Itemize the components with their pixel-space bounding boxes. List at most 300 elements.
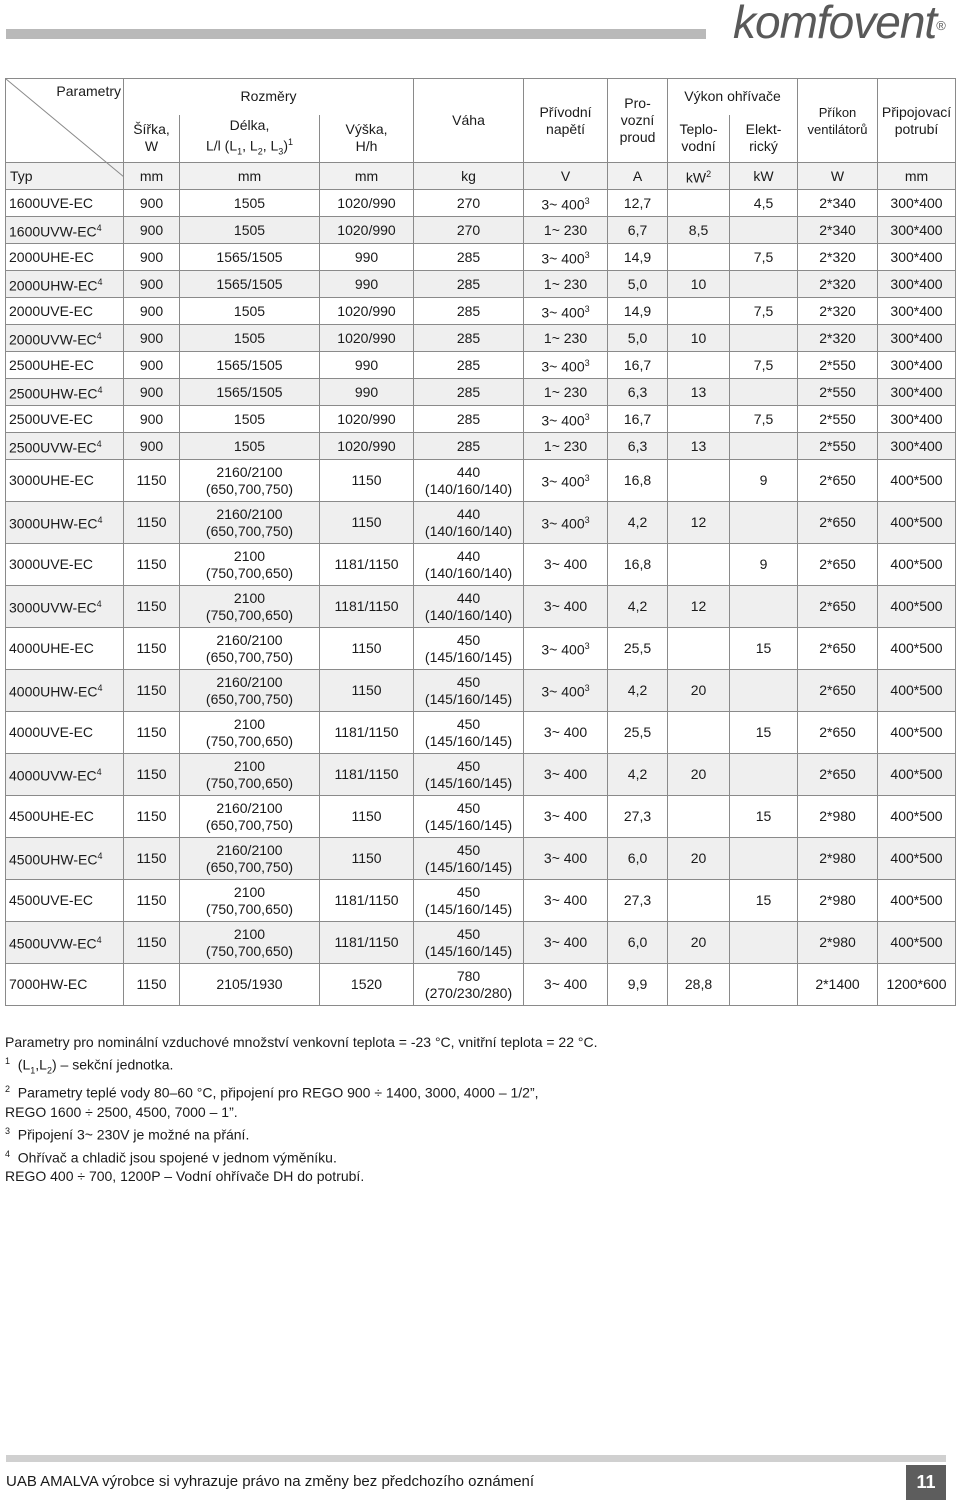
current-cell: 4,2	[608, 754, 668, 796]
water-heater-cell: 8,5	[668, 217, 730, 244]
weight-cell: 285	[414, 406, 524, 433]
duct-cell: 300*400	[878, 325, 956, 352]
electric-heater-cell	[730, 502, 798, 544]
vyska-header: Výška, H/h	[320, 115, 414, 163]
voltage-cell: 3~ 400	[524, 964, 608, 1006]
length-cell: 2160/2100 (650,700,750)	[180, 502, 320, 544]
height-cell: 1150	[320, 838, 414, 880]
type-cell: 2500UVE-EC	[6, 406, 124, 433]
table-row	[6, 754, 956, 796]
water-heater-cell: 20	[668, 838, 730, 880]
duct-cell: 300*400	[878, 352, 956, 379]
current-cell: 5,0	[608, 271, 668, 298]
fan-power-cell: 2*650	[798, 544, 878, 586]
electric-heater-cell: 7,5	[730, 298, 798, 325]
sirka-header: Šířka, W	[124, 115, 180, 163]
duct-cell: 400*500	[878, 712, 956, 754]
type-cell: 1600UVE-EC	[6, 190, 124, 217]
fan-power-cell: 2*650	[798, 586, 878, 628]
water-heater-cell: 13	[668, 379, 730, 406]
water-heater-cell	[668, 880, 730, 922]
voltage-cell: 3~ 400	[524, 880, 608, 922]
electric-heater-cell	[730, 922, 798, 964]
voltage-cell: 3~ 400	[524, 796, 608, 838]
voltage-cell: 1~ 230	[524, 271, 608, 298]
fan-power-cell: 2*320	[798, 244, 878, 271]
electric-heater-cell: 9	[730, 460, 798, 502]
electric-heater-cell: 15	[730, 712, 798, 754]
units-row	[6, 163, 956, 190]
weight-cell: 450 (145/160/145)	[414, 880, 524, 922]
width-cell: 1150	[124, 964, 180, 1006]
vaha-header: Váha	[414, 79, 524, 163]
water-heater-cell	[668, 460, 730, 502]
length-cell: 2160/2100 (650,700,750)	[180, 838, 320, 880]
weight-cell: 450 (145/160/145)	[414, 922, 524, 964]
duct-cell: 400*500	[878, 670, 956, 712]
table-row	[6, 796, 956, 838]
weight-cell: 285	[414, 298, 524, 325]
length-cell: 1505	[180, 217, 320, 244]
table-row	[6, 838, 956, 880]
electric-heater-cell	[730, 838, 798, 880]
height-cell: 1020/990	[320, 433, 414, 460]
water-heater-cell	[668, 190, 730, 217]
duct-cell: 300*400	[878, 406, 956, 433]
height-cell: 990	[320, 271, 414, 298]
voltage-cell: 3~ $400^3$	[524, 244, 608, 271]
unit-cell: A	[608, 163, 668, 190]
weight-cell: 270	[414, 190, 524, 217]
width-cell: 900	[124, 352, 180, 379]
note-3: $^3$ Připojení 3~ 230V je možné na přání.	[5, 1126, 250, 1143]
height-cell: 1181/1150	[320, 586, 414, 628]
duct-cell: 300*400	[878, 244, 956, 271]
current-cell: 9,9	[608, 964, 668, 1006]
table-row	[6, 628, 956, 670]
electric-heater-cell: 7,5	[730, 406, 798, 433]
length-cell: 2100 (750,700,650)	[180, 922, 320, 964]
note-2b: REGO 1600 ÷ 2500, 4500, 7000 – 1”.	[5, 1104, 238, 1121]
length-cell: 2160/2100 (650,700,750)	[180, 796, 320, 838]
height-cell: 1020/990	[320, 217, 414, 244]
width-cell: 900	[124, 271, 180, 298]
type-cell: 2000UHE-EC	[6, 244, 124, 271]
fan-power-cell: 2*650	[798, 754, 878, 796]
voltage-cell: 3~ $400^3$	[524, 406, 608, 433]
width-cell: 1150	[124, 838, 180, 880]
voltage-cell: 1~ 230	[524, 433, 608, 460]
type-cell: $4000UVW-EC^4$	[6, 754, 124, 796]
duct-cell: 400*500	[878, 460, 956, 502]
fan-power-cell: 2*340	[798, 217, 878, 244]
weight-cell: 450 (145/160/145)	[414, 838, 524, 880]
typ-label: Typ	[6, 163, 124, 190]
weight-cell: 270	[414, 217, 524, 244]
electric-heater-cell: 7,5	[730, 244, 798, 271]
duct-cell: 300*400	[878, 271, 956, 298]
fan-power-cell: 2*550	[798, 379, 878, 406]
height-cell: 1150	[320, 502, 414, 544]
proud-header: Pro- vozní proud	[608, 79, 668, 163]
length-cell: 2100 (750,700,650)	[180, 754, 320, 796]
table-row	[6, 217, 956, 244]
width-cell: 1150	[124, 754, 180, 796]
fan-power-cell: 2*550	[798, 406, 878, 433]
unit-cell: mm	[878, 163, 956, 190]
height-cell: 1020/990	[320, 298, 414, 325]
water-heater-cell	[668, 406, 730, 433]
type-cell: 4000UHE-EC	[6, 628, 124, 670]
width-cell: 900	[124, 298, 180, 325]
electric-heater-cell: 15	[730, 628, 798, 670]
note-5: REGO 400 ÷ 700, 1200P – Vodní ohřívače DH do potrubí.	[5, 1168, 365, 1185]
table-row	[6, 502, 956, 544]
voltage-cell: 1~ 230	[524, 379, 608, 406]
length-cell: 1505	[180, 325, 320, 352]
fan-power-cell: 2*320	[798, 325, 878, 352]
type-cell: 3000UVE-EC	[6, 544, 124, 586]
water-heater-cell	[668, 712, 730, 754]
voltage-cell: 3~ $400^3$	[524, 670, 608, 712]
table-row	[6, 586, 956, 628]
water-heater-cell: 20	[668, 754, 730, 796]
width-cell: 1150	[124, 586, 180, 628]
electric-heater-cell	[730, 379, 798, 406]
type-cell: 4000UVE-EC	[6, 712, 124, 754]
current-cell: 6,0	[608, 838, 668, 880]
duct-cell: 400*500	[878, 502, 956, 544]
current-cell: 25,5	[608, 712, 668, 754]
table-row	[6, 352, 956, 379]
duct-cell: 300*400	[878, 379, 956, 406]
height-cell: 1181/1150	[320, 712, 414, 754]
height-cell: 1181/1150	[320, 754, 414, 796]
current-cell: 27,3	[608, 880, 668, 922]
height-cell: 1520	[320, 964, 414, 1006]
type-cell: $2500UVW-EC^4$	[6, 433, 124, 460]
weight-cell: 440 (140/160/140)	[414, 544, 524, 586]
type-cell: 7000HW-EC	[6, 964, 124, 1006]
height-cell: 1150	[320, 628, 414, 670]
weight-cell: 285	[414, 244, 524, 271]
fan-power-cell: 2*320	[798, 271, 878, 298]
length-cell: 1565/1505	[180, 244, 320, 271]
height-cell: 1020/990	[320, 406, 414, 433]
weight-cell: 450 (145/160/145)	[414, 670, 524, 712]
width-cell: 900	[124, 406, 180, 433]
type-cell: $3000UHW-EC^4$	[6, 502, 124, 544]
water-heater-cell: 28,8	[668, 964, 730, 1006]
table-row	[6, 964, 956, 1006]
type-cell: $2000UHW-EC^4$	[6, 271, 124, 298]
unit-cell: mm	[320, 163, 414, 190]
type-cell: $4500UHW-EC^4$	[6, 838, 124, 880]
fan-power-cell: 2*340	[798, 190, 878, 217]
fan-power-cell: 2*980	[798, 880, 878, 922]
electric-heater-cell	[730, 271, 798, 298]
delka-header: Délka, L/l ($L_1$, $L_2$, $L_3)^1$	[180, 115, 320, 163]
width-cell: 900	[124, 244, 180, 271]
type-cell: $4500UVW-EC^4$	[6, 922, 124, 964]
voltage-cell: 3~ $400^3$	[524, 298, 608, 325]
length-cell: 2160/2100 (650,700,750)	[180, 670, 320, 712]
water-heater-cell: 12	[668, 586, 730, 628]
top-rule	[6, 29, 706, 39]
duct-cell: 300*400	[878, 217, 956, 244]
fan-power-cell: 2*550	[798, 352, 878, 379]
water-heater-cell: 20	[668, 670, 730, 712]
current-cell: 14,9	[608, 244, 668, 271]
electric-heater-cell	[730, 964, 798, 1006]
type-cell: 4500UVE-EC	[6, 880, 124, 922]
length-cell: 1565/1505	[180, 352, 320, 379]
duct-cell: 1200*600	[878, 964, 956, 1006]
table-row	[6, 379, 956, 406]
weight-cell: 450 (145/160/145)	[414, 712, 524, 754]
water-heater-cell	[668, 796, 730, 838]
electric-heater-cell: 4,5	[730, 190, 798, 217]
unit-cell: mm	[180, 163, 320, 190]
unit-cell: mm	[124, 163, 180, 190]
electric-heater-cell: 15	[730, 880, 798, 922]
current-cell: 4,2	[608, 502, 668, 544]
unit-cell: V	[524, 163, 608, 190]
teplovodni-header: Teplo- vodní	[668, 115, 730, 163]
type-cell: 2500UHE-EC	[6, 352, 124, 379]
current-cell: 16,8	[608, 460, 668, 502]
weight-cell: 450 (145/160/145)	[414, 628, 524, 670]
current-cell: 4,2	[608, 586, 668, 628]
water-heater-cell: 20	[668, 922, 730, 964]
voltage-cell: 3~ 400	[524, 586, 608, 628]
voltage-cell: 3~ $400^3$	[524, 190, 608, 217]
fan-power-cell: 2*650	[798, 712, 878, 754]
electric-heater-cell	[730, 217, 798, 244]
water-heater-cell: 10	[668, 325, 730, 352]
table-row	[6, 670, 956, 712]
corner-cell	[6, 79, 124, 163]
length-cell: 1565/1505	[180, 271, 320, 298]
voltage-cell: 3~ 400	[524, 544, 608, 586]
voltage-cell: 3~ 400	[524, 922, 608, 964]
fan-power-cell: 2*980	[798, 838, 878, 880]
length-cell: 1565/1505	[180, 379, 320, 406]
height-cell: 990	[320, 352, 414, 379]
height-cell: 1150	[320, 796, 414, 838]
length-cell: 2100 (750,700,650)	[180, 544, 320, 586]
current-cell: 5,0	[608, 325, 668, 352]
voltage-cell: 1~ 230	[524, 325, 608, 352]
weight-cell: 440 (140/160/140)	[414, 460, 524, 502]
width-cell: 1150	[124, 628, 180, 670]
width-cell: 900	[124, 190, 180, 217]
height-cell: 1150	[320, 460, 414, 502]
fan-power-cell: 2*980	[798, 796, 878, 838]
length-cell: 2100 (750,700,650)	[180, 712, 320, 754]
table-row	[6, 244, 956, 271]
voltage-cell: 1~ 230	[524, 217, 608, 244]
height-cell: 990	[320, 244, 414, 271]
water-heater-cell: 13	[668, 433, 730, 460]
voltage-cell: 3~ 400	[524, 754, 608, 796]
water-heater-cell: 10	[668, 271, 730, 298]
width-cell: 1150	[124, 796, 180, 838]
fan-power-cell: 2*650	[798, 628, 878, 670]
duct-cell: 400*500	[878, 880, 956, 922]
table-row	[6, 406, 956, 433]
spec-table	[5, 78, 956, 1006]
voltage-cell: 3~ $400^3$	[524, 628, 608, 670]
weight-cell: 285	[414, 379, 524, 406]
type-cell: $3000UVW-EC^4$	[6, 586, 124, 628]
fan-power-cell: 2*550	[798, 433, 878, 460]
current-cell: 16,7	[608, 406, 668, 433]
water-heater-cell	[668, 352, 730, 379]
weight-cell: 285	[414, 325, 524, 352]
table-row	[6, 712, 956, 754]
electric-heater-cell: 7,5	[730, 352, 798, 379]
voltage-cell: 3~ 400	[524, 712, 608, 754]
electric-heater-cell	[730, 325, 798, 352]
height-cell: 1181/1150	[320, 880, 414, 922]
electric-heater-cell	[730, 433, 798, 460]
duct-cell: 400*500	[878, 628, 956, 670]
parametry-label: Parametry	[56, 83, 121, 99]
vykon-header: Výkon ohřívače	[668, 79, 798, 115]
unit-cell: kW	[730, 163, 798, 190]
unit-cell: kg	[414, 163, 524, 190]
width-cell: 1150	[124, 880, 180, 922]
length-cell: 1505	[180, 190, 320, 217]
duct-cell: 400*500	[878, 754, 956, 796]
weight-cell: 440 (140/160/140)	[414, 586, 524, 628]
unit-cell: W	[798, 163, 878, 190]
fan-power-cell: 2*650	[798, 502, 878, 544]
length-cell: 1505	[180, 406, 320, 433]
weight-cell: 285	[414, 433, 524, 460]
type-cell: 4500UHE-EC	[6, 796, 124, 838]
length-cell: 1505	[180, 433, 320, 460]
type-cell: $2500UHW-EC^4$	[6, 379, 124, 406]
table-row	[6, 922, 956, 964]
footer-text: UAB AMALVA výrobce si vyhrazuje právo na změny bez předchozího oznámení	[6, 1473, 535, 1490]
height-cell: 1020/990	[320, 190, 414, 217]
width-cell: 1150	[124, 502, 180, 544]
water-heater-cell	[668, 544, 730, 586]
current-cell: 6,7	[608, 217, 668, 244]
electric-heater-cell: 15	[730, 796, 798, 838]
rozmery-header: Rozměry	[124, 79, 414, 115]
height-cell: 1150	[320, 670, 414, 712]
elektricky-header: Elekt- rický	[730, 115, 798, 163]
width-cell: 900	[124, 325, 180, 352]
table-row	[6, 190, 956, 217]
width-cell: 900	[124, 217, 180, 244]
fan-power-cell: 2*1400	[798, 964, 878, 1006]
duct-cell: 300*400	[878, 298, 956, 325]
electric-heater-cell	[730, 586, 798, 628]
current-cell: 12,7	[608, 190, 668, 217]
height-cell: 1020/990	[320, 325, 414, 352]
height-cell: 1181/1150	[320, 922, 414, 964]
type-cell: $2000UVW-EC^4$	[6, 325, 124, 352]
length-cell: 2105/1930	[180, 964, 320, 1006]
length-cell: 1505	[180, 298, 320, 325]
length-cell: 2160/2100 (650,700,750)	[180, 460, 320, 502]
note-4: $^4$ Ohřívač a chladič jsou spojené v jednom výměníku.	[5, 1148, 337, 1166]
unit-cell: $kW^2$	[668, 163, 730, 190]
current-cell: 27,3	[608, 796, 668, 838]
table-row	[6, 271, 956, 298]
table-row	[6, 433, 956, 460]
type-cell: $4000UHW-EC^4$	[6, 670, 124, 712]
current-cell: 16,7	[608, 352, 668, 379]
voltage-cell: 3~ $400^3$	[524, 460, 608, 502]
width-cell: 1150	[124, 922, 180, 964]
fan-power-cell: 2*650	[798, 670, 878, 712]
weight-cell: 450 (145/160/145)	[414, 754, 524, 796]
page-number: 11	[906, 1465, 946, 1500]
weight-cell: 285	[414, 352, 524, 379]
note-general: Parametry pro nominální vzduchové množství venkovní teplota = -23 °C, vnitřní teplota = 22 °C.	[5, 1034, 598, 1050]
fan-power-cell: 2*650	[798, 460, 878, 502]
type-cell: 3000UHE-EC	[6, 460, 124, 502]
note-1: $^1$ $(L_1,L_2)$ – sekční jednotka.	[5, 1056, 174, 1076]
duct-cell: 300*400	[878, 433, 956, 460]
water-heater-cell	[668, 244, 730, 271]
potrubi-header: Připojovací potrubí	[878, 79, 956, 163]
current-cell: 16,8	[608, 544, 668, 586]
current-cell: 14,9	[608, 298, 668, 325]
length-cell: 2160/2100 (650,700,750)	[180, 628, 320, 670]
weight-cell: 780 (270/230/280)	[414, 964, 524, 1006]
spec-table-body	[6, 190, 956, 1006]
width-cell: 1150	[124, 460, 180, 502]
duct-cell: 300*400	[878, 190, 956, 217]
duct-cell: 400*500	[878, 838, 956, 880]
electric-heater-cell	[730, 670, 798, 712]
type-cell: $1600UVW-EC^4$	[6, 217, 124, 244]
height-cell: 1181/1150	[320, 544, 414, 586]
width-cell: 1150	[124, 712, 180, 754]
weight-cell: 450 (145/160/145)	[414, 796, 524, 838]
current-cell: 6,0	[608, 922, 668, 964]
footnotes	[5, 1033, 945, 1186]
duct-cell: 400*500	[878, 544, 956, 586]
length-cell: 2100 (750,700,650)	[180, 586, 320, 628]
water-heater-cell	[668, 628, 730, 670]
water-heater-cell: 12	[668, 502, 730, 544]
table-row	[6, 544, 956, 586]
duct-cell: 400*500	[878, 796, 956, 838]
voltage-cell: 3~ $400^3$	[524, 502, 608, 544]
current-cell: 6,3	[608, 433, 668, 460]
length-cell: 2100 (750,700,650)	[180, 880, 320, 922]
current-cell: 4,2	[608, 670, 668, 712]
voltage-cell: 3~ $400^3$	[524, 352, 608, 379]
voltage-cell: 3~ 400	[524, 838, 608, 880]
current-cell: 6,3	[608, 379, 668, 406]
width-cell: 900	[124, 379, 180, 406]
weight-cell: 440 (140/160/140)	[414, 502, 524, 544]
current-cell: 25,5	[608, 628, 668, 670]
table-row	[6, 325, 956, 352]
width-cell: 900	[124, 433, 180, 460]
table-row	[6, 460, 956, 502]
width-cell: 1150	[124, 670, 180, 712]
width-cell: 1150	[124, 544, 180, 586]
